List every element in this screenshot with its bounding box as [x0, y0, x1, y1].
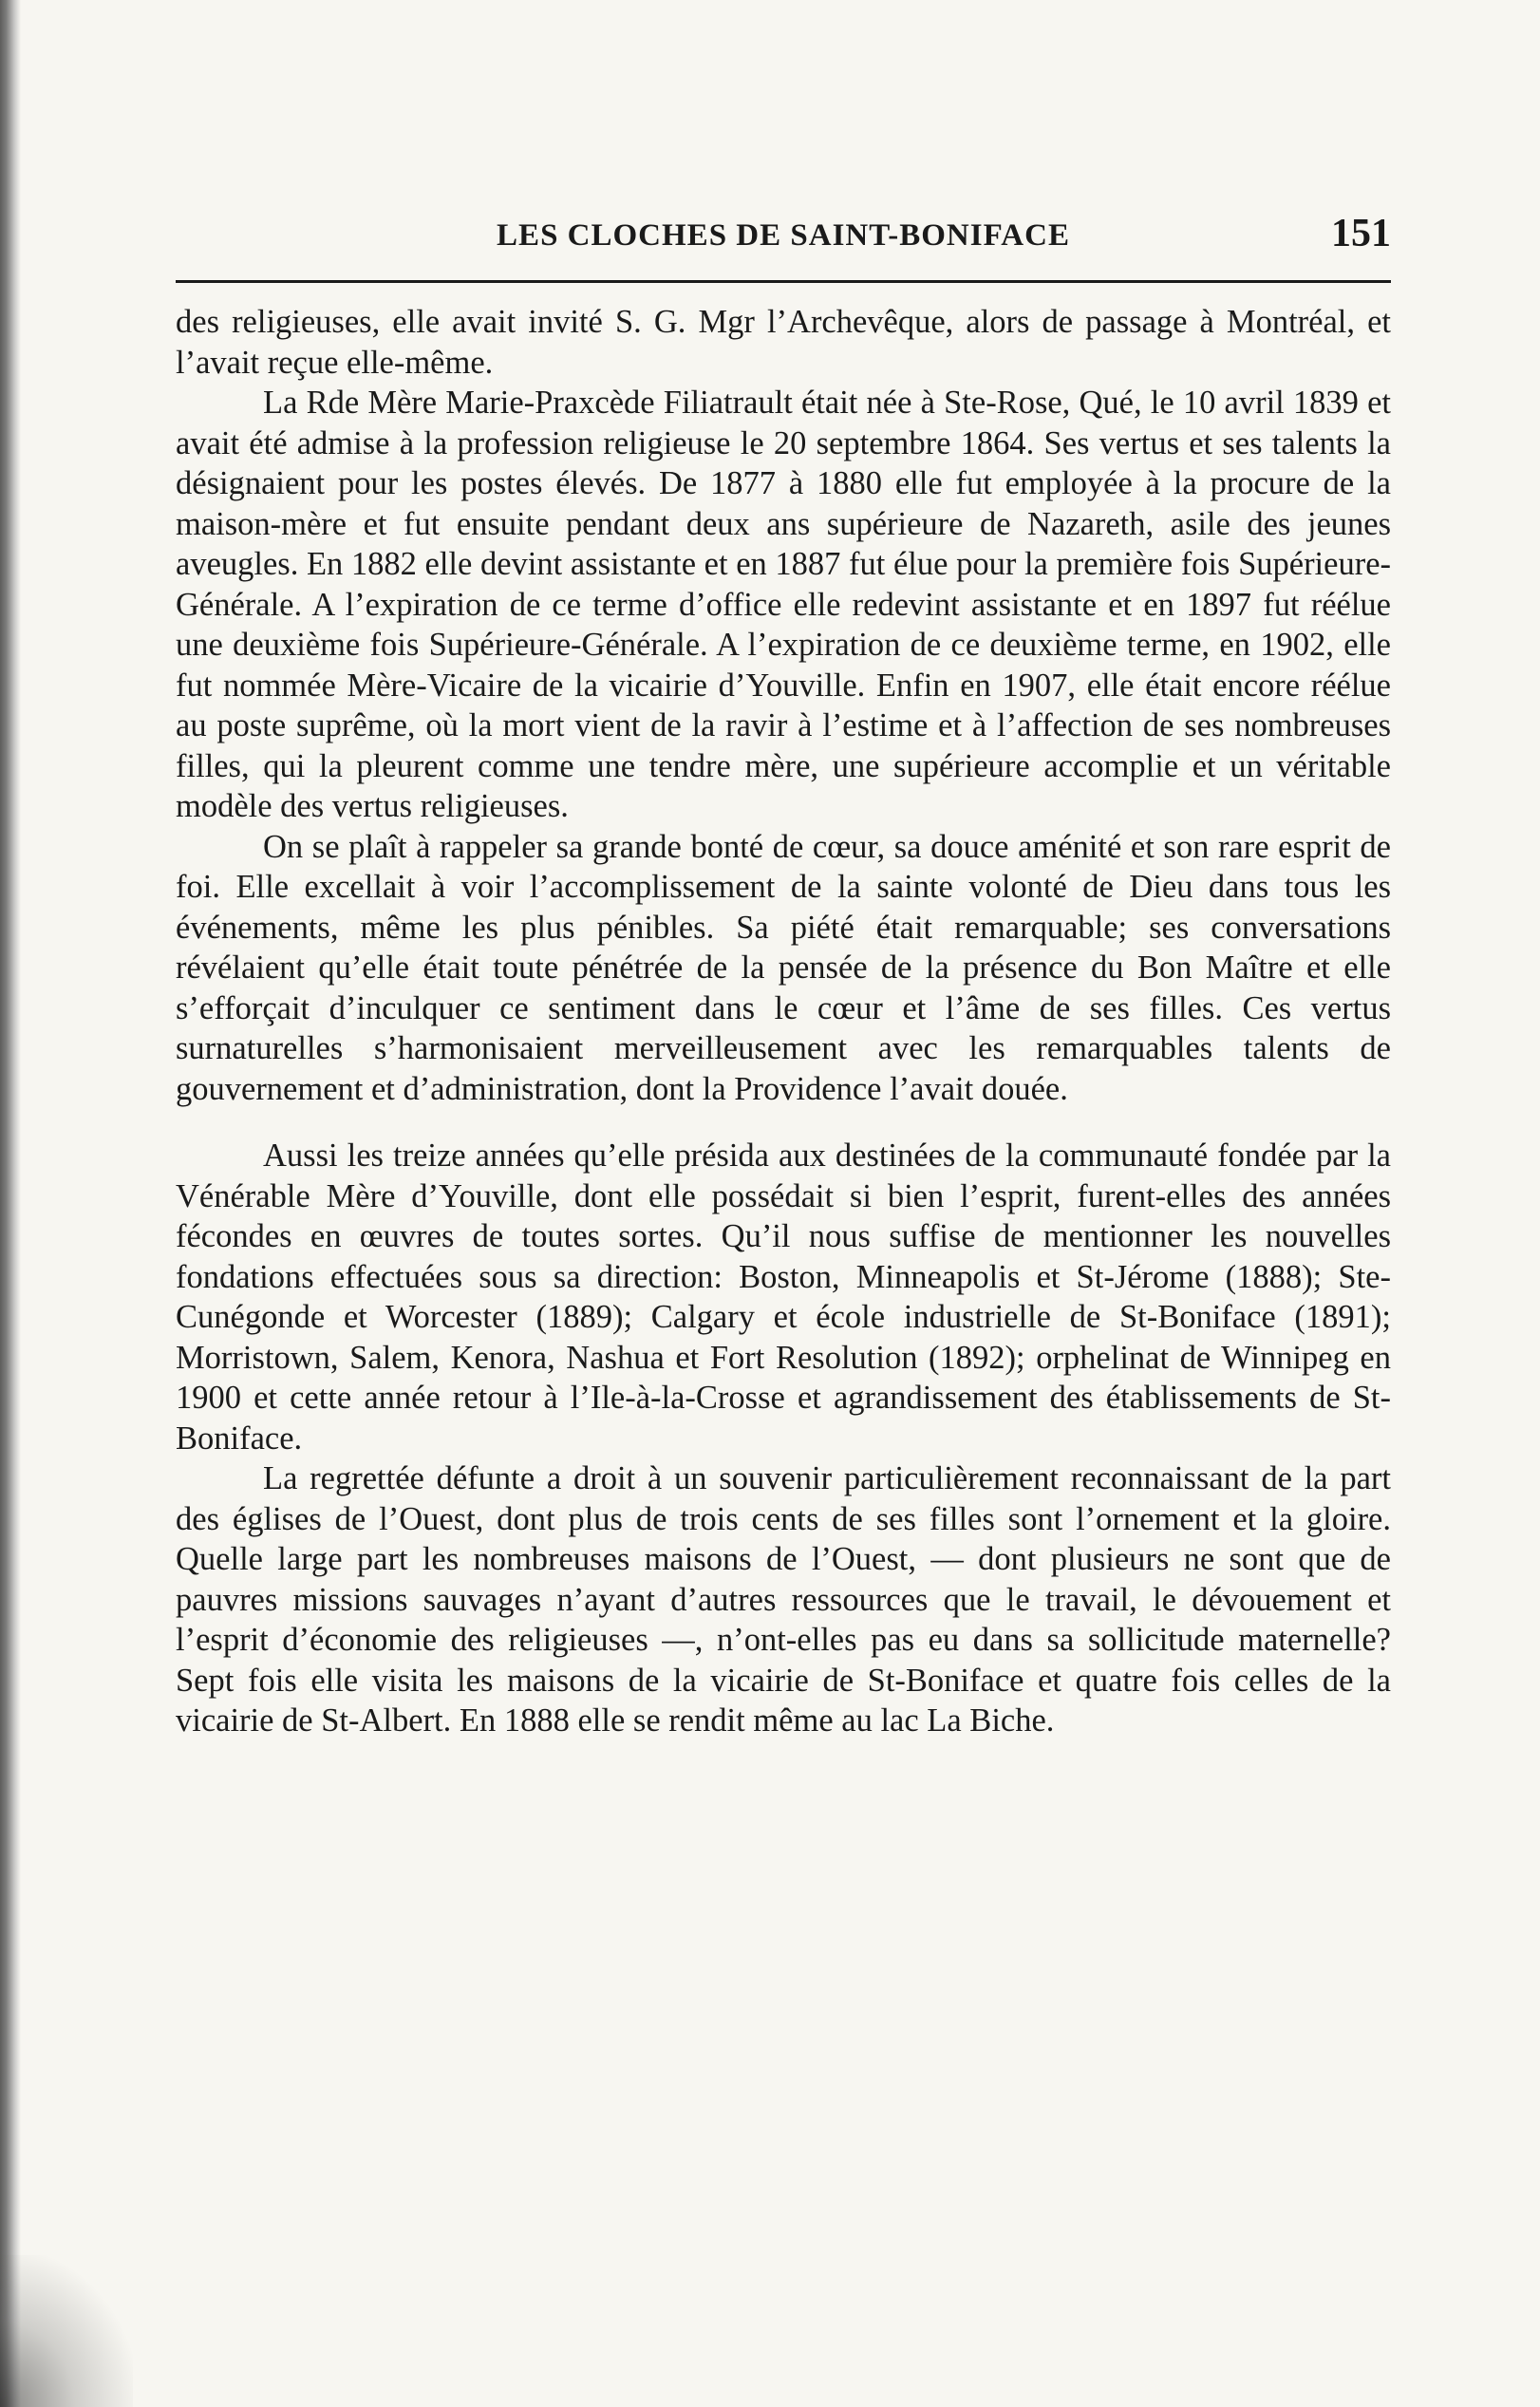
page-number: 151 — [1331, 212, 1391, 255]
paragraph-west: La regrettée défunte a droit à un souvenir particulièrement reconnaissant de la part des églises de l’Ouest, dont plus de trois cents de ses filles sont l’ornement et la gloire. Quelle large part les nombreuses maisons de l’Ouest, — dont plusieurs ne sont que de pauvres missions sauvages n’ayant d’autres ressources que le travail, le dévouement et l’esprit d’économie des religieuses —, n’ont-elles pas eu dans sa sollicitude maternelle? Sept fois elle visita les maisons de la vicairie de St-Boniface et quatre fois celles de la vicairie de St-Albert. En 1888 elle se rendit même au lac La Biche. — [176, 1460, 1391, 1739]
paragraph-virtues: On se plaît à rappeler sa grande bonté de cœur, sa douce aménité et son rare esprit de foi. Elle excellait à voir l’accomplissement de la sainte volonté de Dieu dans tous les événements, même les plus pénibles. Sa piété était remarquable; ses conversations révélaient qu’elle était toute pénétrée de la pensée de la présence du Bon Maître et elle s’efforçait d’inculquer ce sentiment dans le cœur et l’âme de ses filles. Ces vertus surnaturelles s’harmonisaient merveilleusement avec les remarquables talents de gouvernement et d’administration, dont la Providence l’avait douée. — [176, 828, 1391, 1107]
paragraph-continuation: des religieuses, elle avait invité S. G. Mgr l’Archevêque, alors de passage à Montréal, et l’avait reçue elle-même. — [176, 304, 1391, 381]
header-rule — [176, 280, 1391, 283]
running-title: LES CLOCHES DE SAINT-BONIFACE — [497, 218, 1070, 253]
body-text — [176, 302, 1391, 1741]
scan-smudge — [0, 2255, 133, 2407]
page-header — [176, 211, 1391, 268]
paragraph-biography: La Rde Mère Marie-Praxcède Filiatrault était née à Ste-Rose, Qué, le 10 avril 1839 et avait été admise à la profession religieuse le 20 septembre 1864. Ses vertus et ses talents la désignaient pour les postes élevés. De 1877 à 1880 elle fut employée à la procure de la maison-mère et fut ensuite pendant deux ans supérieure de Nazareth, asile des jeunes aveugles. En 1882 elle devint assistante et en 1887 fut élue pour la première fois Supérieure-Générale. A l’expiration de ce terme d’office elle redevint assistante et en 1897 fut réélue une deuxième fois Supérieure-Générale. A l’expiration de ce deuxième terme, en 1902, elle fut nommée Mère-Vicaire de la vicairie d’Youville. Enfin en 1907, elle était encore réélue au poste suprême, où la mort vient de la ravir à l’estime et à l’affection de ses nombreuses filles, qui la pleurent comme une tendre mère, une supérieure accomplie et un véritable modèle des vertus religieuses. — [176, 385, 1391, 824]
page-edge-shadow — [0, 0, 21, 2407]
paragraph-foundations: Aussi les treize années qu’elle présida aux destinées de la communauté fondée par la Vénérable Mère d’Youville, dont elle possédait si bien l’esprit, furent-elles des années fécondes en œuvres de toutes sortes. Qu’il nous suffise de mentionner les nouvelles fondations effectuées sous sa direction: Boston, Minneapolis et St-Jérome (1888); Ste-Cunégonde et Worcester (1889); Calgary et école industrielle de St-Boniface (1891); Morristown, Salem, Kenora, Nashua et Fort Resolution (1892); orphelinat de Winnipeg en 1900 et cette année retour à l’Ile-à-la-Crosse et agrandissement des établissements de St-Boniface. — [176, 1138, 1391, 1457]
